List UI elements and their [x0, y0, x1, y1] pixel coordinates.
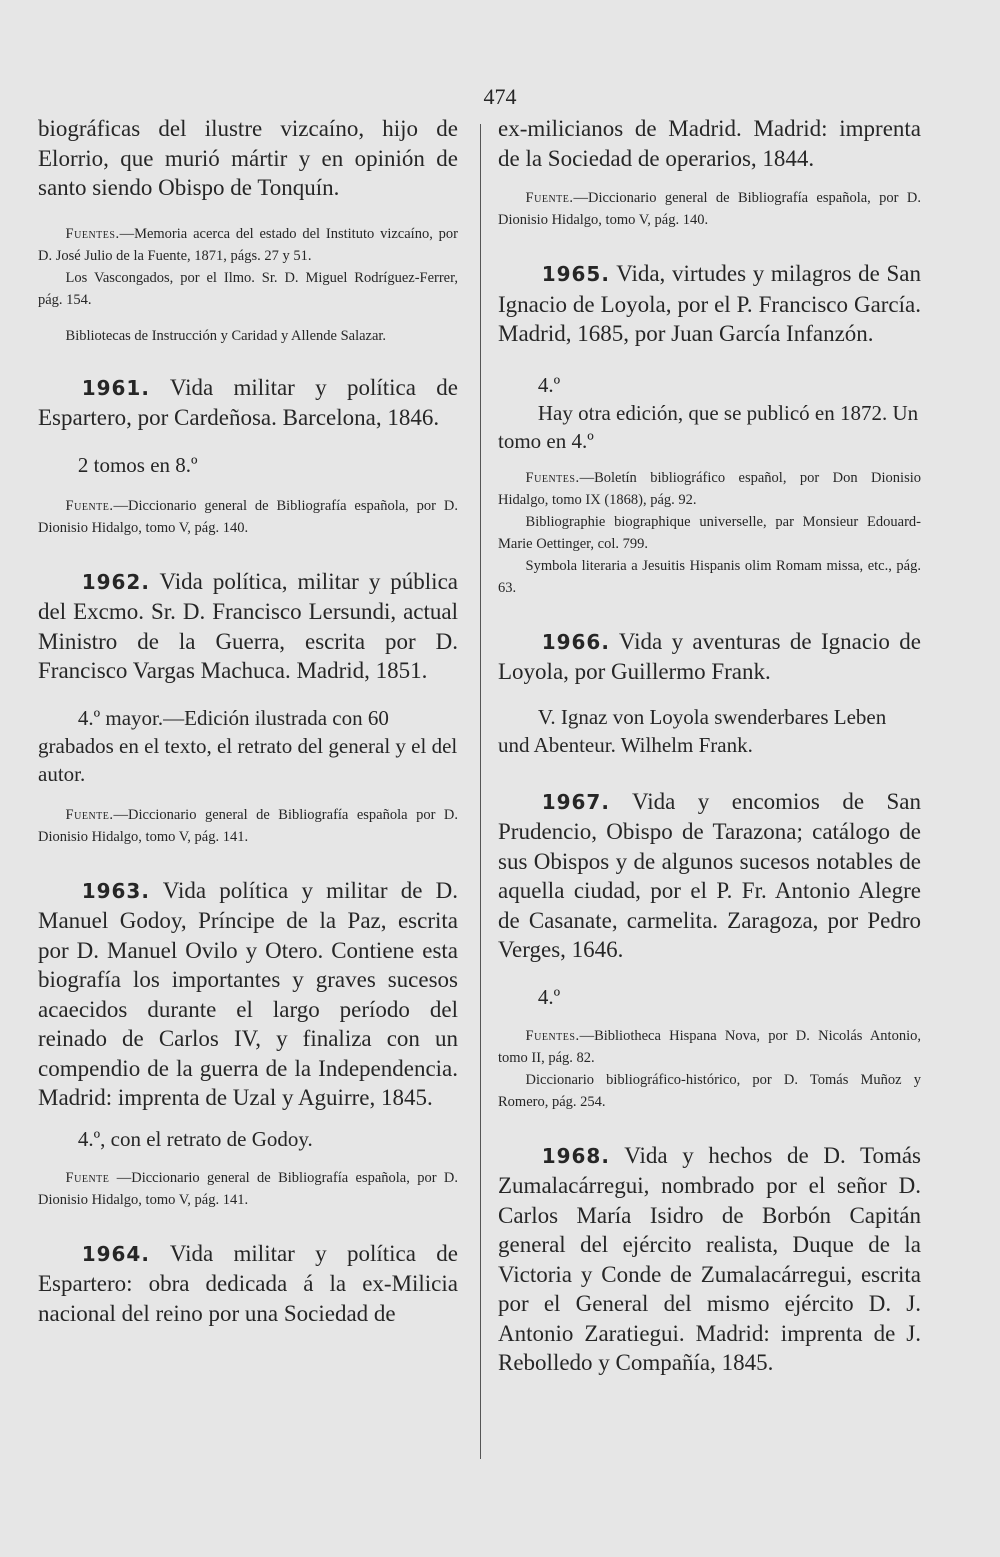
- entry-number: 1964.: [81, 1241, 150, 1266]
- entry-text: Vida y hechos de D. Tomás Zumalacárregui, nombrado por el señor D. Carlos María Isidro de Borbón Capitán general del ejército realista, Duque de la Victoria y Conde de Zumalacárregui, escrita por el General del mismo ejército D. J. Antonio Zaratiegui. Madrid: imprenta de J. Rebolledo y Compañía, 1845.: [498, 1142, 921, 1375]
- source-citation: [38, 267, 458, 311]
- edition-note: [498, 399, 921, 455]
- catalog-entry: [498, 627, 921, 687]
- note-text: V. Ignaz von Loyola swenderbares Leben und Abenteur. Wilhelm Frank.: [498, 704, 887, 757]
- source-text: —Boletín bibliográfico español, por Don Dionisio Hidalgo, tomo IX (1868), pág. 92.: [498, 469, 921, 508]
- source-label: Fuentes.: [525, 469, 580, 486]
- entry-text: Vida militar y política de Espartero: obra dedicada á la ex-Milicia nacional del reino por una Sociedad de: [38, 1240, 458, 1326]
- source-text: —Memoria acerca del estado del Instituto vizcaíno, por D. José Julio de la Fuente, 1871, págs. 27 y 51.: [38, 225, 458, 264]
- edition-note: [38, 704, 458, 788]
- source-text: —Diccionario general de Bibliografía española, por D. Dionisio Hidalgo, tomo V, pág. 140.: [38, 497, 458, 536]
- source-label: Fuentes.: [65, 225, 120, 242]
- source-label: Fuentes.: [525, 1027, 580, 1044]
- catalog-entry: [498, 1141, 921, 1378]
- source-text: Diccionario bibliográfico-histórico, por D. Tomás Muñoz y Romero, pág. 254.: [498, 1071, 921, 1110]
- note-text: 4.º: [537, 372, 561, 397]
- source-text: —Diccionario general de Bibliografía española, por D. Dionisio Hidalgo, tomo V, pág. 140.: [498, 190, 921, 228]
- entry-text: Vida política, militar y pública del Excmo. Sr. D. Francisco Lersundi, actual Ministro de la Guerra, escrita por D. Francisco Vargas Machuca. Madrid, 1851.: [38, 568, 458, 683]
- entry-number: 1965.: [541, 262, 610, 286]
- catalog-entry: [38, 1239, 458, 1329]
- column-divider: [480, 124, 481, 1459]
- note-text: 4.º: [537, 984, 561, 1009]
- note-text: 4.º, con el retrato de Godoy.: [77, 1126, 313, 1151]
- source-citation: [498, 467, 921, 511]
- source-text: Los Vascongados, por el Ilmo. Sr. D. Miguel Rodríguez-Ferrer, pág. 154.: [38, 269, 458, 308]
- source-citation: [498, 187, 921, 231]
- source-citation: [498, 1025, 921, 1069]
- entry-number: 1962.: [81, 569, 150, 594]
- edition-note: [38, 1125, 458, 1153]
- source-citation: [38, 325, 458, 347]
- source-label: Fuente: [65, 1169, 110, 1186]
- note-text: 2 tomos en 8.º: [77, 452, 198, 477]
- body-paragraph: [38, 114, 458, 203]
- source-citation: [38, 804, 458, 848]
- source-citation: [498, 1069, 921, 1113]
- entry-text: Vida, virtudes y milagros de San Ignacio de Loyola, por el P. Francisco García. Madrid, 1685, por Juan García Infanzón.: [498, 261, 921, 346]
- catalog-entry: [38, 876, 458, 1113]
- source-citation: [498, 555, 921, 599]
- source-text: Bibliographie biographique universelle, par Monsieur Edouard-Marie Oettinger, col. 799.: [498, 513, 921, 552]
- source-text: Symbola literaria a Jesuitis Hispanis olim Romam missa, etc., pág. 63.: [498, 557, 921, 596]
- edition-note: [498, 983, 921, 1011]
- catalog-entry: [38, 567, 458, 686]
- entry-number: 1961.: [81, 375, 150, 400]
- source-text: Bibliotecas de Instrucción y Caridad y Allende Salazar.: [65, 327, 387, 344]
- entry-number: 1963.: [81, 878, 150, 903]
- entry-text: Vida política y militar de D. Manuel Godoy, Príncipe de la Paz, escrita por D. Manuel Ovilo y Otero. Contiene esta biografía los importantes y graves sucesos acaecidos durante el largo período del reinado de Carlos IV, y finaliza con un compendio de la guerra de la Independencia. Madrid: imprenta de Uzal y Aguirre, 1845.: [38, 877, 458, 1110]
- source-text: —Diccionario general de Bibliografía española, por D. Dionisio Hidalgo, tomo V, pág. 141.: [38, 1169, 458, 1208]
- left-column: [38, 114, 458, 1328]
- catalog-entry: [38, 373, 458, 433]
- source-label: Fuente.: [65, 497, 114, 514]
- source-citation: [38, 495, 458, 539]
- source-text: —Bibliotheca Hispana Nova, por D. Nicolás Antonio, tomo II, pág. 82.: [498, 1027, 921, 1066]
- source-citation: [38, 1167, 458, 1211]
- source-citation: [38, 223, 458, 267]
- edition-note: [38, 451, 458, 479]
- edition-note: [498, 371, 921, 399]
- entry-number: 1966.: [541, 629, 610, 654]
- source-citation: [498, 511, 921, 555]
- note-text: Hay otra edición, que se publicó en 1872. Un tomo en 4.º: [498, 400, 919, 453]
- catalog-entry: [498, 787, 921, 965]
- note-text: 4.º mayor.—Edición ilustrada con 60 grabados en el texto, el retrato del general y el del autor.: [38, 705, 458, 786]
- entry-text: Vida y aventuras de Ignacio de Loyola, por Guillermo Frank.: [498, 628, 921, 684]
- source-label: Fuente.: [525, 190, 574, 206]
- entry-text: Vida y encomios de San Prudencio, Obispo de Tarazona; catálogo de sus Obispos y de algunos sucesos notables de aquella ciudad, por el P. Fr. Antonio Alegre de Casanate, carmelita. Zaragoza, por Pedro Verges, 1646.: [498, 788, 921, 962]
- right-column: [498, 114, 921, 1378]
- page-number: 474: [483, 84, 517, 109]
- entry-text: Vida militar y política de Espartero, por Cardeñosa. Barcelona, 1846.: [38, 374, 458, 430]
- body-paragraph: [498, 114, 921, 173]
- catalog-entry: [498, 259, 921, 349]
- entry-number: 1967.: [541, 789, 610, 814]
- source-label: Fuente.: [65, 806, 114, 823]
- entry-number: 1968.: [541, 1143, 610, 1168]
- body-text: ex-milicianos de Madrid. Madrid: imprenta de la Sociedad de operarios, 1844.: [498, 116, 921, 171]
- body-text: biográficas del ilustre vizcaíno, hijo de Elorrio, que murió mártir y en opinión de santo siendo Obispo de Tonquín.: [38, 116, 458, 200]
- source-text: —Diccionario general de Bibliografía española por D. Dionisio Hidalgo, tomo V, pág. 141.: [38, 806, 458, 845]
- edition-note: [498, 703, 921, 759]
